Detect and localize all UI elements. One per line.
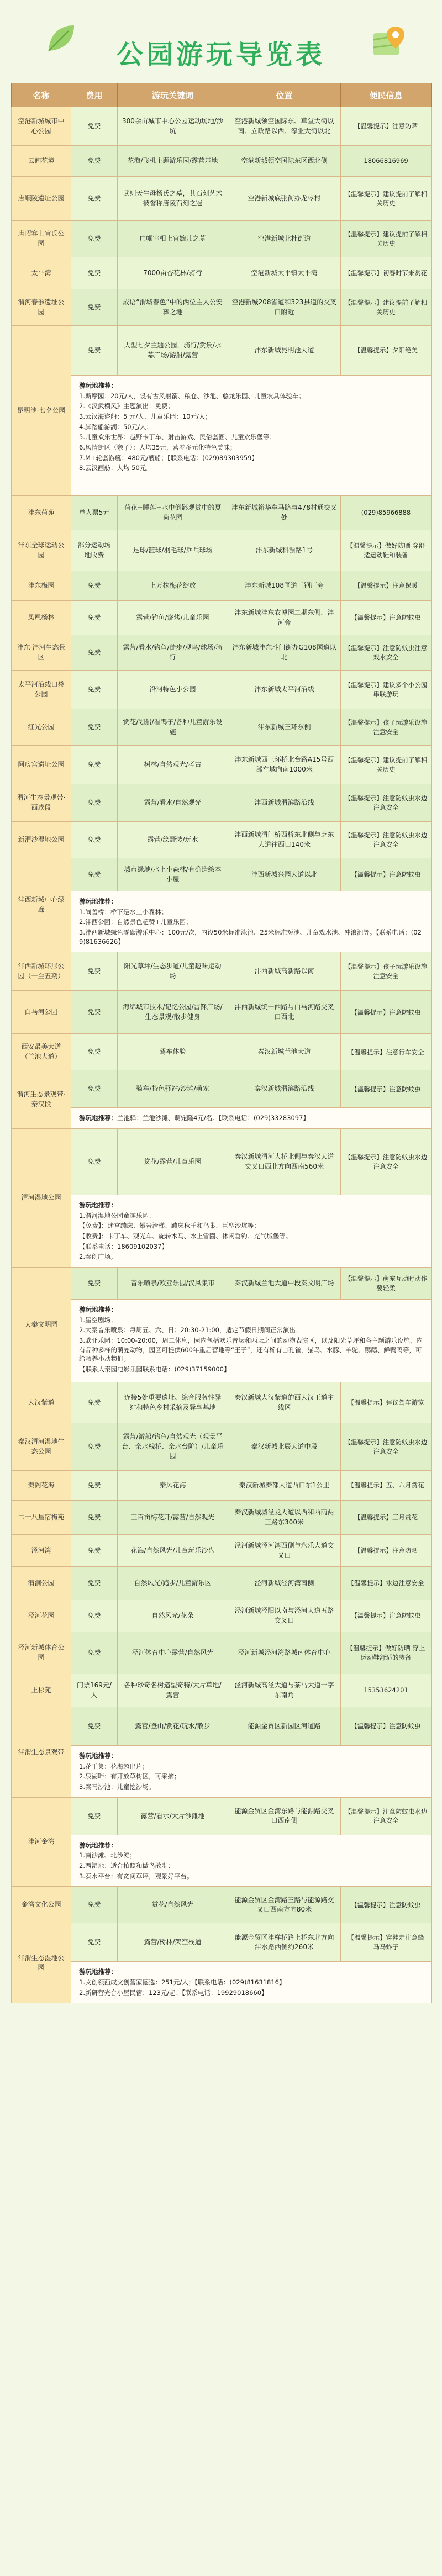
table-row [12,1923,432,1962]
location-cell: 沣东新城昆明池大道 [228,326,341,376]
location-cell: 沣东新城三环东侧 [228,709,341,746]
fee-cell: 免费 [71,1034,118,1070]
location-cell: 沣东新城沣东斗门街办G108国道以北 [228,635,341,671]
keywords-cell: 自然风光/跑步/儿童游乐区 [118,1567,228,1600]
recommendation-line: 3.云汉海盗船：5 元/人，儿童乐园：10元/人； [79,413,212,421]
fee-cell: 免费 [71,326,118,376]
park-name-cell: 沣西新城中心绿廊 [12,858,71,952]
recommendation-cell [71,376,432,496]
recommendation-line: 4.脚踏船游湖：50元/人； [79,423,152,431]
tips-cell: 【温馨提示】做好防晒 穿舒适运动鞋和装备 [341,530,432,571]
park-guide-table [11,83,432,2003]
table-row [12,177,432,221]
table-row [12,1034,432,1070]
tips-cell: 【温馨提示】建议驾车游览 [341,1382,432,1423]
location-cell: 沣西新城统一西路与白马河路交叉口西北 [228,991,341,1034]
recommendation-cell [71,1108,432,1129]
park-name-cell: 沣东·沣河生态景区 [12,635,71,671]
table-row [12,257,432,289]
recommendation-heading-line [79,381,423,390]
table-row [12,709,432,746]
recommendation-line: 1.尚善桥：桥下是水上小森林； [79,907,168,916]
detail-row [12,1835,432,1887]
location-cell: 空港新城领空国际东、草堂大街以南、立政路以西、淳业大街以北 [228,107,341,146]
park-name-cell: 凤凰杨林 [12,601,71,635]
detail-row [12,376,432,496]
table-row [12,601,432,635]
table-row [12,1423,432,1471]
recommendation-line: 6.风情街区（亲子）：人均35元，营养多元化特色美味； [79,444,236,452]
tips-cell: 【温馨提示】建议提前了解相关历史 [341,289,432,326]
fee-cell: 免费 [71,1070,118,1108]
fee-cell: 免费 [71,1600,118,1632]
tips-cell: 15353624201 [341,1674,432,1707]
park-name-cell: 渭河生态景观带·秦汉段 [12,1070,71,1129]
tips-cell: 【温馨提示】注意防蚊虫水边注意安全 [341,1797,432,1835]
fee-cell: 免费 [71,107,118,146]
keywords-cell: 露营/树林/架空栈道 [118,1923,228,1962]
tips-cell: 【温馨提示】初春时节来赏花 [341,257,432,289]
fee-cell: 免费 [71,1707,118,1746]
tips-cell: 【温馨提示】注意防晒 [341,107,432,146]
fee-cell: 免费 [71,1423,118,1471]
tips-cell: 【温馨提示】注意防蚊虫水边注意安全 [341,1129,432,1195]
location-cell: 泾河新城泾阳以南与泾河大道五路交叉口 [228,1600,341,1632]
park-name-cell: 金湾文化公园 [12,1887,71,1923]
park-name-cell: 沣渭生态景观带 [12,1707,71,1798]
keywords-cell: 露营/绘野装/玩水 [118,822,228,858]
fee-cell: 免费 [71,1535,118,1567]
fee-cell: 免费 [71,1129,118,1195]
park-name-cell: 沣渭生态湿地公园 [12,1923,71,2003]
header-location: 位置 [228,83,341,107]
location-cell: 沣东新城太平河沿线 [228,671,341,709]
location-cell: 秦汉新城北辰大道中段 [228,1423,341,1471]
table-row [12,1471,432,1501]
tips-cell: 【温馨提示】注意防蚊虫水边注意安全 [341,784,432,822]
table-row [12,496,432,530]
tips-cell: 【温馨提示】水边注意安全 [341,1567,432,1600]
recommendation-line: 2.《汉武横风》主题演出：免费； [79,402,174,410]
tips-cell: 【温馨提示】三月赏花 [341,1501,432,1535]
location-cell: 能源金贸区新园区河道路 [228,1707,341,1746]
keywords-cell: 花海/飞机主题游乐园/露营基地 [118,146,228,177]
table-row [12,221,432,257]
park-name-cell: 唐昭容上官氏公园 [12,221,71,257]
detail-row [12,891,432,952]
park-name-cell: 上杉苑 [12,1674,71,1707]
fee-cell: 免费 [71,1632,118,1674]
location-cell: 能源金贸区金湾路三路与能源路交叉口西南方向80米 [228,1887,341,1923]
location-cell: 秦汉新城兰池大道 [228,1034,341,1070]
park-name-cell: 太平湾 [12,257,71,289]
park-name-cell: 二十八星宿梅苑 [12,1501,71,1535]
location-cell: 秦汉新城渭滨路沿线 [228,1070,341,1108]
park-name-cell: 秦汉渭河湿地生态公园 [12,1423,71,1471]
keywords-cell: 树林/自然观光/考古 [118,746,228,784]
location-cell: 沣东新城科源路1号 [228,530,341,571]
park-name-cell: 白马河公园 [12,991,71,1034]
map-pin-icon [370,23,409,62]
keywords-cell: 秦风花海 [118,1471,228,1501]
keywords-cell: 泾河体育中心露营/自然风光 [118,1632,228,1674]
recommendation-line: 1.文创领西成文创营家德选：251元/人；【联系电话：(029)81631816】 [79,1978,286,1987]
recommendation-heading-line [79,1967,423,1977]
park-name-cell: 西安最美大道（兰池大道） [12,1034,71,1070]
keywords-cell: 露营/看水/自然观光 [118,784,228,822]
fee-cell: 免费 [71,257,118,289]
location-cell: 空港新城领空国际东区西北侧 [228,146,341,177]
park-name-cell: 渭涧公园 [12,1567,71,1600]
recommendation-line: 3.秦马沙池：儿童挖沙场。 [79,1783,155,1791]
recommendation-line: 2.泉湖畔：有开放草树区，可采摘； [79,1772,181,1781]
fee-cell: 免费 [71,671,118,709]
recommendation-line: 2.新研营光合小屋民宿：123元/起；【联系电话：19929018660】 [79,1988,268,1997]
table-row [12,991,432,1034]
keywords-cell: 花海/自然风光/儿童玩乐沙盘 [118,1535,228,1567]
keywords-cell: 赏花/自然风光 [118,1887,228,1923]
location-cell: 秦汉新城大汉紫道的西大汉王道主线区 [228,1382,341,1423]
page-title: 公园游玩导览表 [116,39,325,70]
keywords-cell: 巾帼宰相上官婉儿之墓 [118,221,228,257]
table-row [12,1070,432,1108]
park-name-cell: 渭河春参遗址公园 [12,289,71,326]
tips-cell: 【温馨提示】孩子玩游乐设施注意安全 [341,952,432,991]
location-cell: 空港新城底张街办龙枣村 [228,177,341,221]
fee-cell: 免费 [71,952,118,991]
recommendation-line: 【收费】：卡丁车、观光车、旋转木马、水上雪圈、休闲垂钓、充气城堡等。 [79,1232,292,1241]
fee-cell: 免费 [71,1923,118,1962]
location-cell: 沣东新城沣东农博园二期东侧，沣河旁 [228,601,341,635]
keywords-cell: 大型七夕主题公园，骑行/赏景/水幕广场/游船/露营 [118,326,228,376]
park-name-cell: 渭河生态景观带·西咸段 [12,784,71,822]
keywords-cell: 300余亩城市中心公园运动场地/沙坑 [118,107,228,146]
recommendation-cell [71,1835,432,1887]
keywords-cell: 露营/钓鱼/烧烤/儿童乐园 [118,601,228,635]
table-row [12,1268,432,1300]
fee-cell: 免费 [71,1501,118,1535]
location-cell: 沣西新城渭滨路沿线 [228,784,341,822]
header-tips: 便民信息 [341,83,432,107]
location-cell: 能源金贸区沣样桥路上桥东北方向沣水路西侧约260米 [228,1923,341,1962]
detail-row [12,1300,432,1382]
recommendation-heading-line [79,1751,423,1761]
keywords-cell: 露营/游船/钓鱼/自然观光（观景平台、亲水栈桥、亲水台阶）/儿童乐园 [118,1423,228,1471]
park-name-cell: 渭河湿地公园 [12,1129,71,1268]
fee-cell: 免费 [71,746,118,784]
recommendation-heading: 游玩地推荐： [79,1968,117,1976]
tips-cell: 【温馨提示】注意防蚊虫水边注意安全 [341,1423,432,1471]
tips-cell: 【温馨提示】建议提前了解相关历史 [341,746,432,784]
keywords-cell: 露营/看水/大片沙滩地 [118,1797,228,1835]
table-row [12,1501,432,1535]
tips-cell: 【温馨提示】建议提前了解相关历史 [341,221,432,257]
fee-cell: 单人票5元 [71,496,118,530]
table-row [12,1600,432,1632]
detail-row [12,1746,432,1798]
park-name-cell: 新渭沙湿地公园 [12,822,71,858]
table-row [12,1129,432,1195]
recommendation-line: 3.泰水平台：有宽阔草坪，观景好平台。 [79,1872,193,1880]
recommendation-line [79,1113,423,1123]
tips-cell: 【温馨提示】注意防蚊虫 [341,1887,432,1923]
recommendation-line: 5.儿童欢乐世界：越野卡丁车、射击游戏、民俗套圈、儿童欢乐堡等； [79,433,276,441]
fee-cell: 免费 [71,635,118,671]
location-cell: 秦汉新城渭河大桥北侧与秦汉大道交叉口西北方向西南560米 [228,1129,341,1195]
keywords-cell: 沿河特色小公园 [118,671,228,709]
keywords-cell: 赏花/划船/看鸭子/各种儿童游乐设施 [118,709,228,746]
park-name-cell: 红光公园 [12,709,71,746]
keywords-cell: 阳光草坪/生态步道/儿童趣味运动场 [118,952,228,991]
keywords-cell: 各种珍奇名树造型奇特/大片草地/露营 [118,1674,228,1707]
recommendation-line: 1.花千集：花海超出片； [79,1762,149,1770]
fee-cell: 免费 [71,1382,118,1423]
recommendation-heading: 游玩地推荐： [79,1306,117,1314]
fee-cell: 免费 [71,709,118,746]
location-cell: 泾河新城泾河湾南侧 [228,1567,341,1600]
park-name-cell: 秦阁花海 [12,1471,71,1501]
table-row [12,822,432,858]
tips-cell: 【温馨提示】注意行车安全 [341,1034,432,1070]
location-cell: 沣西新城高新路以南 [228,952,341,991]
table-row [12,671,432,709]
fee-cell: 免费 [71,1797,118,1835]
location-cell: 沣西新城渭门桥西桥东北侧与芝东大道往西口140米 [228,822,341,858]
park-name-cell: 泾河花园 [12,1600,71,1632]
tips-cell: 【温馨提示】注意防蚊虫 [341,858,432,891]
recommendation-line: 【联系电话：18609102037】 [79,1242,168,1250]
table-row [12,1632,432,1674]
fee-cell: 免费 [71,822,118,858]
park-name-cell: 大秦文明园 [12,1268,71,1382]
recommendation-line: 3.欧亚乐园：10:00-20:00，周二休息，园内包括欢乐音坛和西坛之间的动物表演区，以及阳光草坪和各主题游乐设施，内有品种多样的萌宠动物，园区可提供600年重启营地等“王子”，还有稀有白孔雀，猫鸟、水豚、羊驼、鹦鹉、鲜鸭鸭等，可给喂养小动物们。 [79,1337,423,1363]
recommendation-heading: 游玩地推荐： [79,1752,117,1760]
table-row [12,571,432,601]
keywords-cell: 露营/登山/赏花/玩水/散步 [118,1707,228,1746]
table-row [12,1887,432,1923]
recommendation-line: 【联系大秦园电影乐园联系电话：(029)37159000】 [79,1365,230,1374]
fee-cell: 免费 [71,221,118,257]
table-row [12,530,432,571]
keywords-cell: 露营/看水/钓鱼/徒步/观鸟/球场/骑行 [118,635,228,671]
location-cell: 能源金贸区金湾东路与能源路交叉口西南侧 [228,1797,341,1835]
recommendation-line: 8.云汉画舫：人均 50元。 [79,464,152,472]
keywords-cell: 自然风光/花朵 [118,1600,228,1632]
recommendation-line: 【免费】：迷宫蹦床、攀岩滑梯、蹦床秋千和鸟巢、巨型沙坑等； [79,1222,260,1230]
location-cell: 沣东新城108国道三钢厂旁 [228,571,341,601]
recommendation-line: 2.大秦音乐喷泉：每周五、六、日：20:30-21:00，适定节假日期间正常演出； [79,1326,302,1334]
tips-cell: 【温馨提示】萌宠互动时动作要轻柔 [341,1268,432,1300]
fee-cell: 免费 [71,991,118,1034]
tips-cell: 【温馨提示】穿鞋走注意蜂 马马蚱子 [341,1923,432,1962]
park-name-cell: 唐顺陵遗址公园 [12,177,71,221]
location-cell: 沣西新城兴园大道以北 [228,858,341,891]
table-row [12,1707,432,1746]
location-cell: 秦汉新城兰池大道中段秦文明广场 [228,1268,341,1300]
keywords-cell: 7000亩杏花林/骑行 [118,257,228,289]
tips-cell: (029)85966888 [341,496,432,530]
recommendation-heading-line [79,1841,423,1850]
park-name-cell: 云间花境 [12,146,71,177]
park-name-cell: 太平河沿线口袋公园 [12,671,71,709]
tips-cell: 【温馨提示】做好防晒 穿上运动鞋舒适的装备 [341,1632,432,1674]
fee-cell: 免费 [71,858,118,891]
tips-cell: 【温馨提示】注意防蚊虫水边注意安全 [341,822,432,858]
table-row [12,952,432,991]
fee-cell: 免费 [71,1268,118,1300]
recommendation-cell [71,1195,432,1268]
recommendation-line: 3.沣西新城绿色零碳游乐中心：100元/次，内设50米标准泳池、25米标准短池、儿童戏水池、冲浪池等。【联系电话：(029)81636626】 [79,928,422,946]
location-cell: 沣东新城西三环桥北台路A15号西部车域向南1000米 [228,746,341,784]
location-cell: 泾河新城泾河湾路城南体育中心 [228,1632,341,1674]
keywords-cell: 足球/篮球/羽毛球/乒乓球场 [118,530,228,571]
recommendation-line: 2.沣西公园：自然景色超赞+儿童乐园； [79,918,192,926]
park-name-cell: 昆明池·七夕公园 [12,326,71,496]
table-row [12,1567,432,1600]
recommendation-cell [71,891,432,952]
table-row [12,1382,432,1423]
keywords-cell: 驾车体验 [118,1034,228,1070]
fee-cell: 免费 [71,146,118,177]
recommendation-line: 1.渭河湿地公园童趣乐园： [79,1211,155,1220]
detail-row [12,1195,432,1268]
title-area [0,0,442,83]
table-row [12,146,432,177]
keywords-cell: 赏花/露营/儿童乐园 [118,1129,228,1195]
tips-cell: 【温馨提示】注意防蚊虫 [341,991,432,1034]
detail-row [12,1108,432,1129]
recommendation-line: 2.秦创广场。 [79,1253,117,1261]
table-row [12,326,432,376]
recommendation-line: 1.星空剧场； [79,1316,117,1324]
keywords-cell: 连接5处重要遗址、综合服务性驿站和特色乡村采摘及驿享基地 [118,1382,228,1423]
tips-cell: 【温馨提示】注意防蚊虫 [341,1070,432,1108]
recommendation-heading-line [79,897,423,906]
header-name: 名称 [12,83,71,107]
fee-cell: 免费 [71,601,118,635]
recommendation-heading-line [79,1305,423,1315]
tips-cell: 【温馨提示】建议多个小公园串联游玩 [341,671,432,709]
park-name-cell: 泾河新城体育公园 [12,1632,71,1674]
keywords-cell: 上万株梅花绽放 [118,571,228,601]
tips-cell: 【温馨提示】注意保暖 [341,571,432,601]
tips-cell: 【温馨提示】注意防蚊虫 [341,1600,432,1632]
keywords-cell: 海绵城市技术/记忆公园/雷锋广场/生态景观/散步健身 [118,991,228,1034]
fee-cell: 门票169元/人 [71,1674,118,1707]
recommendation-line: 2.西湿地：适合拍照和做鸟散步； [79,1862,174,1870]
recommendation-cell [71,1962,432,2003]
park-name-cell: 沣东荷苑 [12,496,71,530]
table-row [12,784,432,822]
location-cell: 空港新城太平镇太平湾 [228,257,341,289]
table-row [12,635,432,671]
table-row [12,289,432,326]
tips-cell: 【温馨提示】夕阳绝美 [341,326,432,376]
fee-cell: 免费 [71,784,118,822]
park-name-cell: 泾河湾 [12,1535,71,1567]
recommendation-line: 1.斯摩园：20元/人，设有古风射箭、粮仓、沙池、憨龙乐园、儿童农具体验车； [79,392,305,400]
park-name-cell: 沣西新城环形公园（一至五期） [12,952,71,991]
park-name-cell: 沣东全球运动公园 [12,530,71,571]
fee-cell: 免费 [71,1471,118,1501]
recommendation-heading: 游玩地推荐： [79,382,117,389]
recommendation-heading: 游玩地推荐： [79,1114,117,1122]
tips-cell: 【温馨提示】注意防蚊虫注意戏水安全 [341,635,432,671]
tips-cell: 【温馨提示】注意防蚊虫 [341,601,432,635]
fee-cell: 免费 [71,177,118,221]
park-name-cell: 阿房宫遗址公园 [12,746,71,784]
fee-cell: 免费 [71,1567,118,1600]
fee-cell: 部分运动场地收费 [71,530,118,571]
tips-cell: 【温馨提示】建议提前了解相关历史 [341,177,432,221]
table-row [12,1797,432,1835]
tips-cell: 【温馨提示】注意防晒 [341,1535,432,1567]
location-cell: 沣东新城裕华车马路与478村通交叉处 [228,496,341,530]
table-row [12,1674,432,1707]
recommendation-line: 1.南沙滩、北沙滩； [79,1851,136,1860]
fee-cell: 免费 [71,571,118,601]
park-name-cell: 沣河金湾 [12,1797,71,1887]
detail-row [12,1962,432,2003]
table-header [12,83,432,107]
tips-cell: 【温馨提示】注意防蚊虫 [341,1707,432,1746]
tips-cell: 18066816969 [341,146,432,177]
recommendation-cell [71,1300,432,1382]
keywords-cell: 武则天生母杨氏之墓，其石刻艺术被誉称唐陵石刻之冠 [118,177,228,221]
park-name-cell: 沣东梅园 [12,571,71,601]
location-cell: 泾河新城高泾大道与茶马大道十字东南角 [228,1674,341,1707]
recommendation-cell [71,1746,432,1798]
keywords-cell: 荷花+睡莲+水中倒影观赏中的夏荷花园 [118,496,228,530]
recommendation-text: 兰池驿：兰池沙滩、萌宠隆4元/名。【联系电话：(029)33283097】 [117,1114,309,1122]
table-row [12,107,432,146]
park-name-cell: 空港新城城市中心公园 [12,107,71,146]
keywords-cell: 骑车/特色驿站/沙滩/萌宠 [118,1070,228,1108]
location-cell: 秦汉新城城泾龙大道以西和西雨两三路东300米 [228,1501,341,1535]
table-row [12,746,432,784]
recommendation-heading: 游玩地推荐： [79,1201,117,1210]
keywords-cell: 音乐喷泉/欧亚乐园/汉风集市 [118,1268,228,1300]
location-cell: 空港新城北杜街道 [228,221,341,257]
keywords-cell: 城市绿地/水上小森林/有确造绘本小屋 [118,858,228,891]
tips-cell: 【温馨提示】五、六月赏花 [341,1471,432,1501]
header-keywords: 游玩关键词 [118,83,228,107]
recommendation-line: 7.M+轮套游艇：480元/艘船；【联系电话：(029)89303959】 [79,453,259,462]
table-row [12,858,432,891]
recommendation-heading: 游玩地推荐： [79,1841,117,1849]
table-row [12,1535,432,1567]
park-name-cell: 大汉紫道 [12,1382,71,1423]
table-body [12,107,432,2003]
location-cell: 空港新城208省道和323县道的交叉口附近 [228,289,341,326]
tips-cell: 【温馨提示】孩子玩游乐设施注意安全 [341,709,432,746]
keywords-cell: 成语“渭城春色”中的两位主人公安葬之地 [118,289,228,326]
recommendation-heading: 游玩地推荐： [79,898,117,905]
fee-cell: 免费 [71,289,118,326]
location-cell: 泾河新城泾河湾西侧与永乐大道交叉口 [228,1535,341,1567]
location-cell: 秦汉新城秦都大道西口东1公里 [228,1471,341,1501]
keywords-cell: 三百亩梅花开/露营/自然观光 [118,1501,228,1535]
fee-cell: 免费 [71,1887,118,1923]
recommendation-heading-line [79,1201,423,1210]
header-fee: 费用 [71,83,118,107]
